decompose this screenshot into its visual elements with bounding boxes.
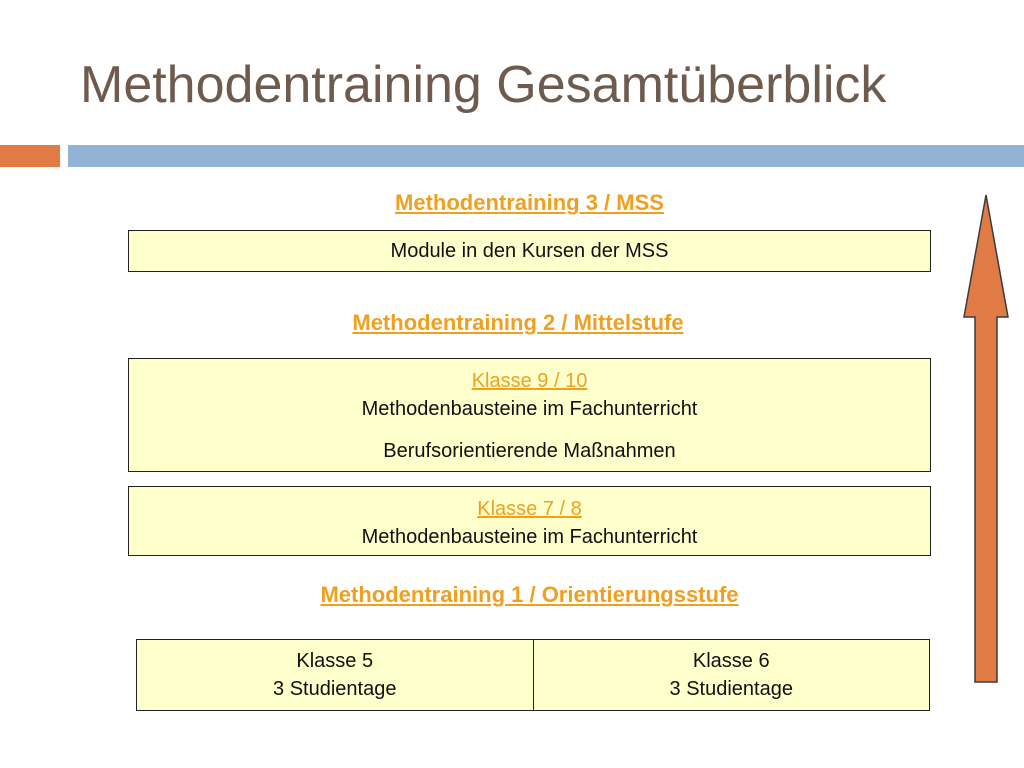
klasse-5-label: Klasse 5 [296, 650, 374, 672]
section3-box-text: Module in den Kursen der MSS [390, 240, 669, 262]
up-arrow-icon [960, 192, 1012, 686]
section2-box-klasse-9-10 [128, 358, 931, 472]
title-accent-bar-orange [0, 145, 60, 167]
klasse-7-8-link[interactable]: Klasse 7 / 8 [477, 498, 582, 520]
section2-heading[interactable]: Methodentraining 2 / Mittelstufe [352, 310, 684, 335]
section1-heading[interactable]: Methodentraining 1 / Orientierungsstufe [320, 582, 739, 607]
section3-box [128, 230, 931, 272]
klasse-6-studientage: 3 Studientage [669, 678, 793, 700]
section2-box-klasse-7-8 [128, 486, 931, 556]
klasse-6-label: Klasse 6 [692, 650, 770, 672]
klasse-9-10-link[interactable]: Klasse 9 / 10 [471, 370, 588, 392]
klasse-7-8-line1: Methodenbausteine im Fachunterricht [361, 526, 698, 548]
slide-title: Methodentraining Gesamtüberblick [80, 56, 887, 114]
klasse-9-10-line2: Berufsorientierende Maßnahmen [383, 440, 676, 462]
section1-table [136, 639, 930, 711]
klasse-5-studientage: 3 Studientage [273, 678, 397, 700]
title-accent-bar-blue [68, 145, 1024, 167]
klasse-6-cell [533, 640, 930, 710]
klasse-9-10-line1: Methodenbausteine im Fachunterricht [361, 398, 698, 420]
klasse-5-cell [137, 640, 533, 710]
section3-heading[interactable]: Methodentraining 3 / MSS [395, 190, 664, 215]
